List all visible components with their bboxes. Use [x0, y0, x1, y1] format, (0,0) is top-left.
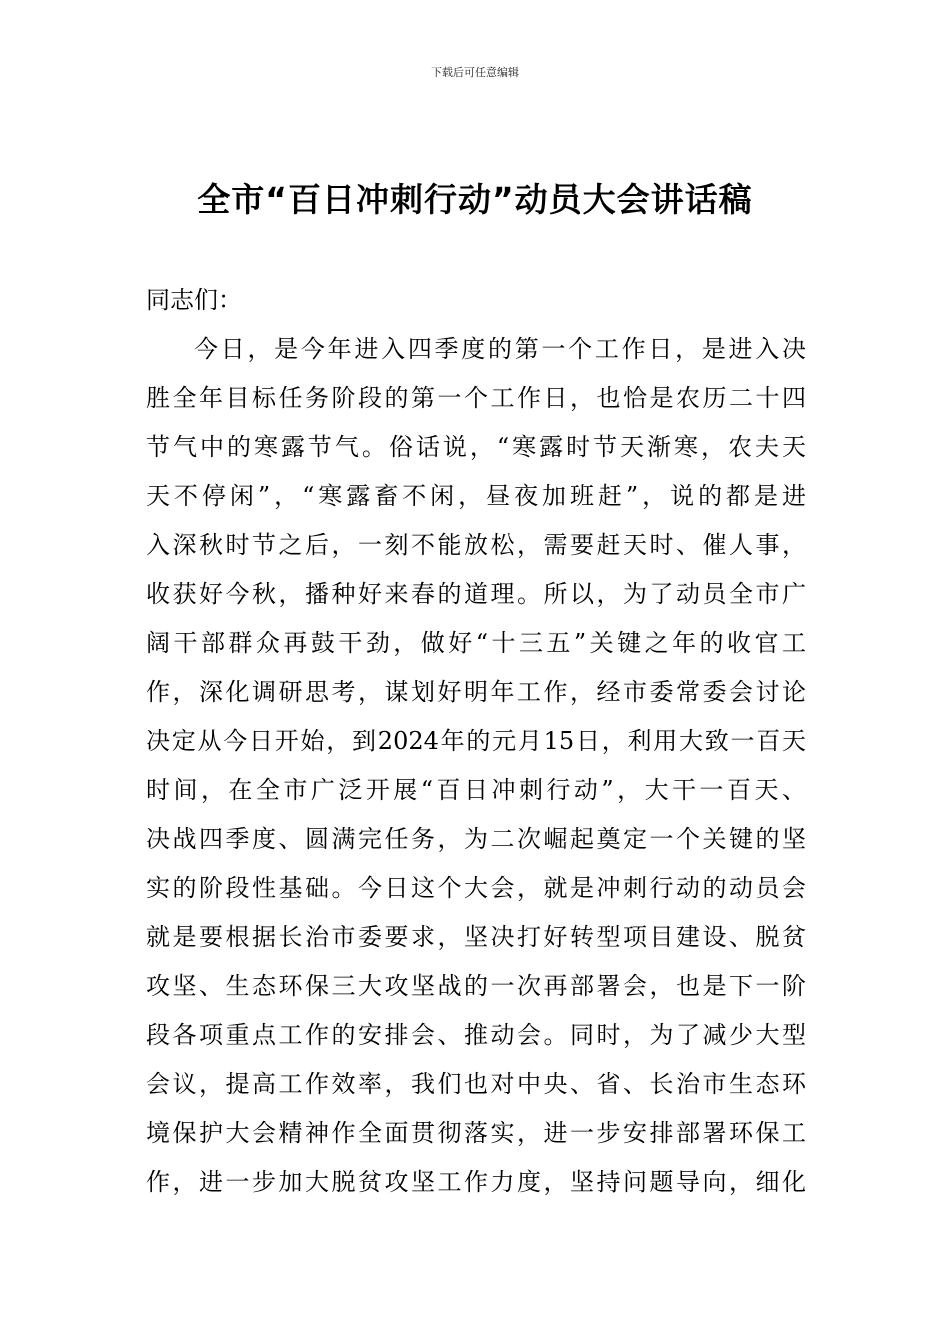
salutation: 同志们：	[146, 286, 242, 314]
paragraph-line: 就是要根据长治市委要求，坚决打好转型项目建设、脱贫	[146, 923, 806, 951]
page-header-note: 下载后可任意编辑	[431, 66, 519, 79]
paragraph-line: 攻坚、生态环保三大攻坚战的一次再部署会，也是下一阶	[146, 972, 806, 1000]
paragraph-line: 入深秋时节之后，一刻不能放松，需要赶天时、催人事，	[146, 531, 806, 559]
paragraph-line: 胜全年目标任务阶段的第一个工作日，也恰是农历二十四	[146, 384, 806, 412]
document-title: 全市“百日冲刺行动”动员大会讲话稿	[197, 180, 753, 219]
paragraph-line: 节气中的寒露节气。俗话说，“寒露时节天渐寒，农夫天	[146, 433, 806, 461]
paragraph-line: 作，深化调研思考，谋划好明年工作，经市委常委会讨论	[146, 678, 806, 706]
paragraph-line: 阔干部群众再鼓干劲，做好“十三五”关键之年的收官工	[146, 629, 806, 657]
paragraph-line: 收获好今秋，播种好来春的道理。所以，为了动员全市广	[146, 580, 806, 608]
paragraph-line: 会议，提高工作效率，我们也对中央、省、长治市生态环	[146, 1070, 806, 1098]
document-body	[146, 276, 806, 1207]
paragraph-line: 境保护大会精神作全面贯彻落实，进一步安排部署环保工	[146, 1119, 806, 1147]
paragraph-line: 时间，在全市广泛开展“百日冲刺行动”，大干一百天、	[146, 776, 806, 804]
paragraph-line: 实的阶段性基础。今日这个大会，就是冲刺行动的动员会	[146, 874, 806, 902]
paragraph-line: 决战四季度、圆满完任务，为二次崛起奠定一个关键的坚	[146, 825, 806, 853]
paragraph-line: 今日，是今年进入四季度的第一个工作日，是进入决	[194, 335, 806, 363]
paragraph-line: 作，进一步加大脱贫攻坚工作力度，坚持问题导向，细化	[146, 1168, 806, 1196]
paragraph-line: 天不停闲”，“寒露畜不闲，昼夜加班赶”，说的都是进	[146, 482, 806, 510]
paragraph-line: 决定从今日开始，到2024年的元月15日，利用大致一百天	[146, 727, 806, 755]
paragraph-line: 段各项重点工作的安排会、推动会。同时，为了减少大型	[146, 1021, 806, 1049]
